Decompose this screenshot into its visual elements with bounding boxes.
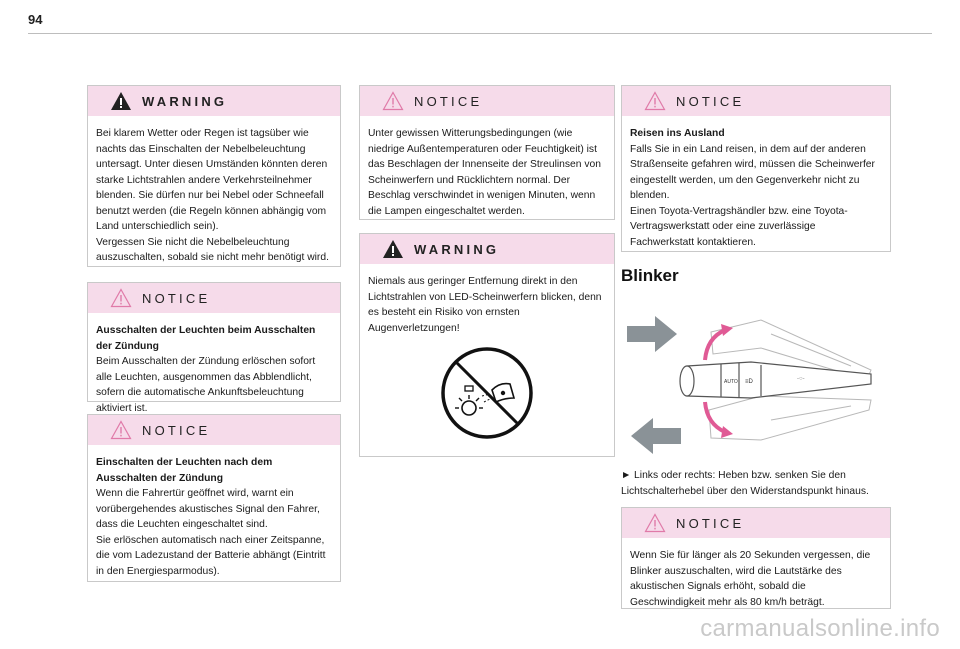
notice-title: NOTICE bbox=[142, 422, 211, 438]
notice-header bbox=[88, 283, 340, 313]
notice-text: Wenn die Fahrertür geöffnet wird, warnt ein vorübergehendes akustisches Signal den Fahrer, dass die Leuchten eingeschaltet sind. bbox=[96, 488, 320, 530]
notice-text: Wenn Sie für länger als 20 Sekunden vergessen, die Blinker auszuschalten, wird die Lautstärke des akustischen Signals erhöht, sobald die Geschwindigkeit mehr als 80 km/h beträgt. bbox=[630, 550, 871, 608]
notice-box-lights-on-after-ignition bbox=[87, 414, 341, 582]
notice-triangle-icon bbox=[644, 91, 666, 111]
notice-text: Unter gewissen Witterungsbedingungen (wie niedrige Außentemperaturen oder Feuchtigkeit) ist das Beschlagen der Innenseite der Streulinsen von Scheinwerfern und Rücklichtern normal. Der Beschlag verschwindet in wenigen Minuten, wenn die Lampen eingeschaltet werden. bbox=[368, 128, 601, 217]
right-arrow-icon bbox=[627, 316, 677, 352]
notice-text-2: Einen Toyota-Vertragshändler bzw. eine Toyota-Vertragswerkstatt oder eine zuverlässige Fachwerkstatt kontaktieren. bbox=[630, 205, 848, 248]
warning-header bbox=[360, 234, 614, 264]
notice-heading: Reisen ins Ausland bbox=[630, 128, 725, 139]
warning-header bbox=[88, 86, 340, 116]
svg-text:-○-: -○- bbox=[797, 376, 805, 382]
page-number: 94 bbox=[28, 12, 43, 27]
notice-title: NOTICE bbox=[676, 515, 745, 531]
notice-header bbox=[622, 86, 890, 116]
notice-title: NOTICE bbox=[142, 290, 211, 306]
watermark: carmanualsonline.info bbox=[700, 615, 940, 642]
notice-header bbox=[88, 415, 340, 445]
lever-auto-label: AUTO bbox=[724, 379, 738, 385]
warning-title: WARNING bbox=[414, 241, 500, 257]
notice-box-blinker-reminder bbox=[621, 507, 891, 609]
svg-text:≡D: ≡D bbox=[745, 379, 753, 385]
warning-box-fog-lights bbox=[87, 85, 341, 267]
warning-title: WARNING bbox=[142, 93, 228, 109]
notice-box-condensation bbox=[359, 85, 615, 220]
up-curve-arrow-icon bbox=[705, 330, 725, 360]
notice-text: Falls Sie in ein Land reisen, in dem auf der anderen Straßenseite gefahren wird, müssen die Scheinwerfer eingestellt werden, um den Gegenverkehr nicht zu blenden. bbox=[630, 143, 875, 201]
warning-text: Bei klarem Wetter oder Regen ist tagsüber wie nachts das Einschalten der Nebelbeleuchtung untersagt. Unter diesen Umständen könnten deren starke Lichtstrahlen andere Verkehrsteilnehmer blenden. Sie dürfen nur bei Nebel oder Schneefall benutzt werden (die Regeln können abhängig vom Land unterschiedlich sein). bbox=[96, 128, 328, 232]
warning-text: Niemals aus geringer Entfernung direkt in den Lichtstrahlen von LED-Scheinwerfern blicken, denn es besteht ein Risiko von ernsten Augenverletzungen! bbox=[368, 276, 602, 334]
blinker-instruction: ► Links oder rechts: Heben bzw. senken Sie den Lichtschalterhebel über den Widerstandspunkt hinaus. bbox=[621, 470, 869, 497]
notice-heading: Einschalten der Leuchten nach dem Ausschalten der Zündung bbox=[96, 457, 273, 484]
no-looking-at-led-icon bbox=[434, 346, 540, 440]
notice-title: NOTICE bbox=[676, 93, 745, 109]
notice-triangle-icon bbox=[382, 91, 404, 111]
notice-text-2: Sie erlöschen automatisch nach einer Zeitspanne, die vom Ladezustand der Batterie abhängt (Eintritt in den Energiesparmodus). bbox=[96, 534, 326, 577]
notice-box-lights-off-ignition bbox=[87, 282, 341, 414]
notice-header bbox=[622, 508, 890, 538]
notice-header bbox=[360, 86, 614, 116]
notice-triangle-icon bbox=[110, 420, 132, 440]
warning-box-led-eyes bbox=[359, 233, 615, 457]
notice-triangle-icon bbox=[644, 513, 666, 533]
notice-triangle-icon bbox=[110, 288, 132, 308]
top-divider bbox=[28, 33, 932, 34]
notice-heading: Ausschalten der Leuchten beim Ausschalten der Zündung bbox=[96, 325, 316, 352]
warning-triangle-icon bbox=[382, 239, 404, 259]
left-arrow-icon bbox=[631, 418, 681, 454]
section-title-blinker: Blinker bbox=[621, 266, 679, 285]
warning-triangle-icon bbox=[110, 91, 132, 111]
turn-signal-lever-illustration bbox=[621, 310, 891, 458]
notice-title: NOTICE bbox=[414, 93, 483, 109]
notice-box-travel-abroad bbox=[621, 85, 891, 252]
warning-text-2: Vergessen Sie nicht die Nebelbeleuchtung auszuschalten, sobald sie nicht mehr benötigt wird. bbox=[96, 236, 329, 263]
notice-text: Beim Ausschalten der Zündung erlöschen sofort alle Leuchten, ausgenommen das Abblendlicht, sofern die automatische Ankunftsbeleuchtung aktiviert ist. bbox=[96, 356, 316, 414]
